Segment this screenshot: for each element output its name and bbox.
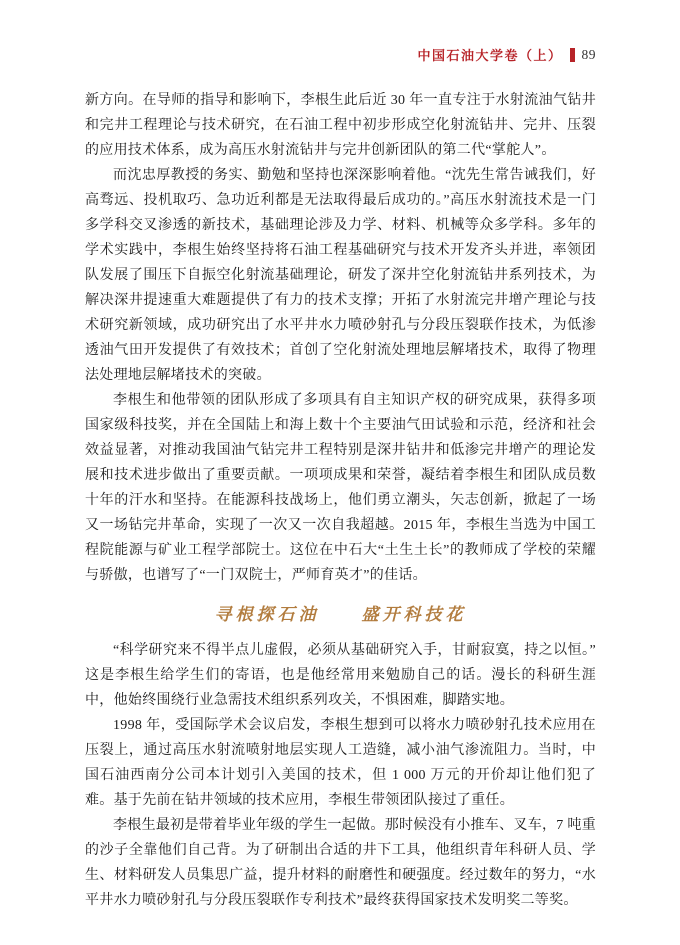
text-block xyxy=(85,88,596,913)
volume-title: 中国石油大学卷（上） xyxy=(417,48,563,63)
header-divider-bar xyxy=(570,48,575,62)
running-head xyxy=(417,45,596,64)
section-heading: 寻根探石油 盛开科技花 xyxy=(214,605,467,624)
body-paragraph: 1998 年，受国际学术会议启发，李根生想到可以将水力喷砂射孔技术应用在压裂上，通过高压水射流喷射地层实现人工造缝，减小油气渗流阻力。当时，中国石油西南分公司本计划引入美国的技术，但 1 000 万元的开价却让他们犯了难。基于先前在钻井领域的技术应用，李根生带领团队接过了重任。 xyxy=(85,718,596,808)
body-paragraph: 李根生和他带领的团队形成了多项具有自主知识产权的研究成果，获得多项国家级科技奖，并在全国陆上和海上数十个主要油气田试验和示范，经济和社会效益显著，对推动我国油气钻完井工程特别是深井钻井和低渗完井增产的理论发展和技术进步做出了重要贡献。一项项成果和荣誉，凝结着李根生和团队成员数十年的汗水和坚持。在能源科技战场上，他们勇立潮头，矢志创新，掀起了一场又一场钻完井革命，实现了一次又一次自我超越。2015 年，李根生当选为中国工程院能源与矿业工程学部院士。这位在中石大“土生土长”的教师成了学校的荣耀与骄傲，也谱写了“一门双院士，严师育英才”的佳话。 xyxy=(85,393,596,583)
body-paragraph: 李根生最初是带着毕业年级的学生一起做。那时候没有小推车、叉车，7 吨重的沙子全靠他们自己背。为了研制出合适的井下工具，他组织青年科研人员、学生、材料研发人员集思广益，提升材料的耐磨性和硬强度。经过数年的努力，“水平井水力喷砂射孔与分段压裂联作专利技术”最终获得国家技术发明奖二等奖。 xyxy=(85,818,596,908)
body-paragraph: 而沈忠厚教授的务实、勤勉和坚持也深深影响着他。“沈先生常告诫我们，好高骛远、投机取巧、急功近利都是无法取得最后成功的。”高压水射流技术是一门多学科交叉渗透的新技术，基础理论涉及力学、材料、机械等众多学科。多年的学术实践中，李根生始终坚持将石油工程基础研究与技术开发齐头并进，率领团队发展了围压下自振空化射流基础理论，研发了深井空化射流钻井系列技术，为解决深井提速重大难题提供了有力的技术支撑；开拓了水射流完井增产理论与技术研究新领域，成功研究出了水平井水力喷砂射孔与分段压裂联作技术，为低渗透油气田开发提供了有效技术；首创了空化射流处理地层解堵技术，取得了物理法处理地层解堵技术的突破。 xyxy=(85,168,596,383)
body-paragraph: “科学研究来不得半点儿虚假，必须从基础研究入手，甘耐寂寞，持之以恒。”这是李根生给学生们的寄语，也是他经常用来勉励自己的话。漫长的科研生涯中，他始终围绕行业急需技术组织系列攻关，不惧困难，脚踏实地。 xyxy=(85,643,596,708)
body-paragraph-continuation: 新方向。在导师的指导和影响下，李根生此后近 30 年一直专注于水射流油气钻井和完井工程理论与技术研究，在石油工程中初步形成空化射流钻井、完井、压裂的应用技术体系，成为高压水射流钻井与完井创新团队的第二代“掌舵人”。 xyxy=(85,93,596,158)
page-number: 89 xyxy=(581,46,596,62)
